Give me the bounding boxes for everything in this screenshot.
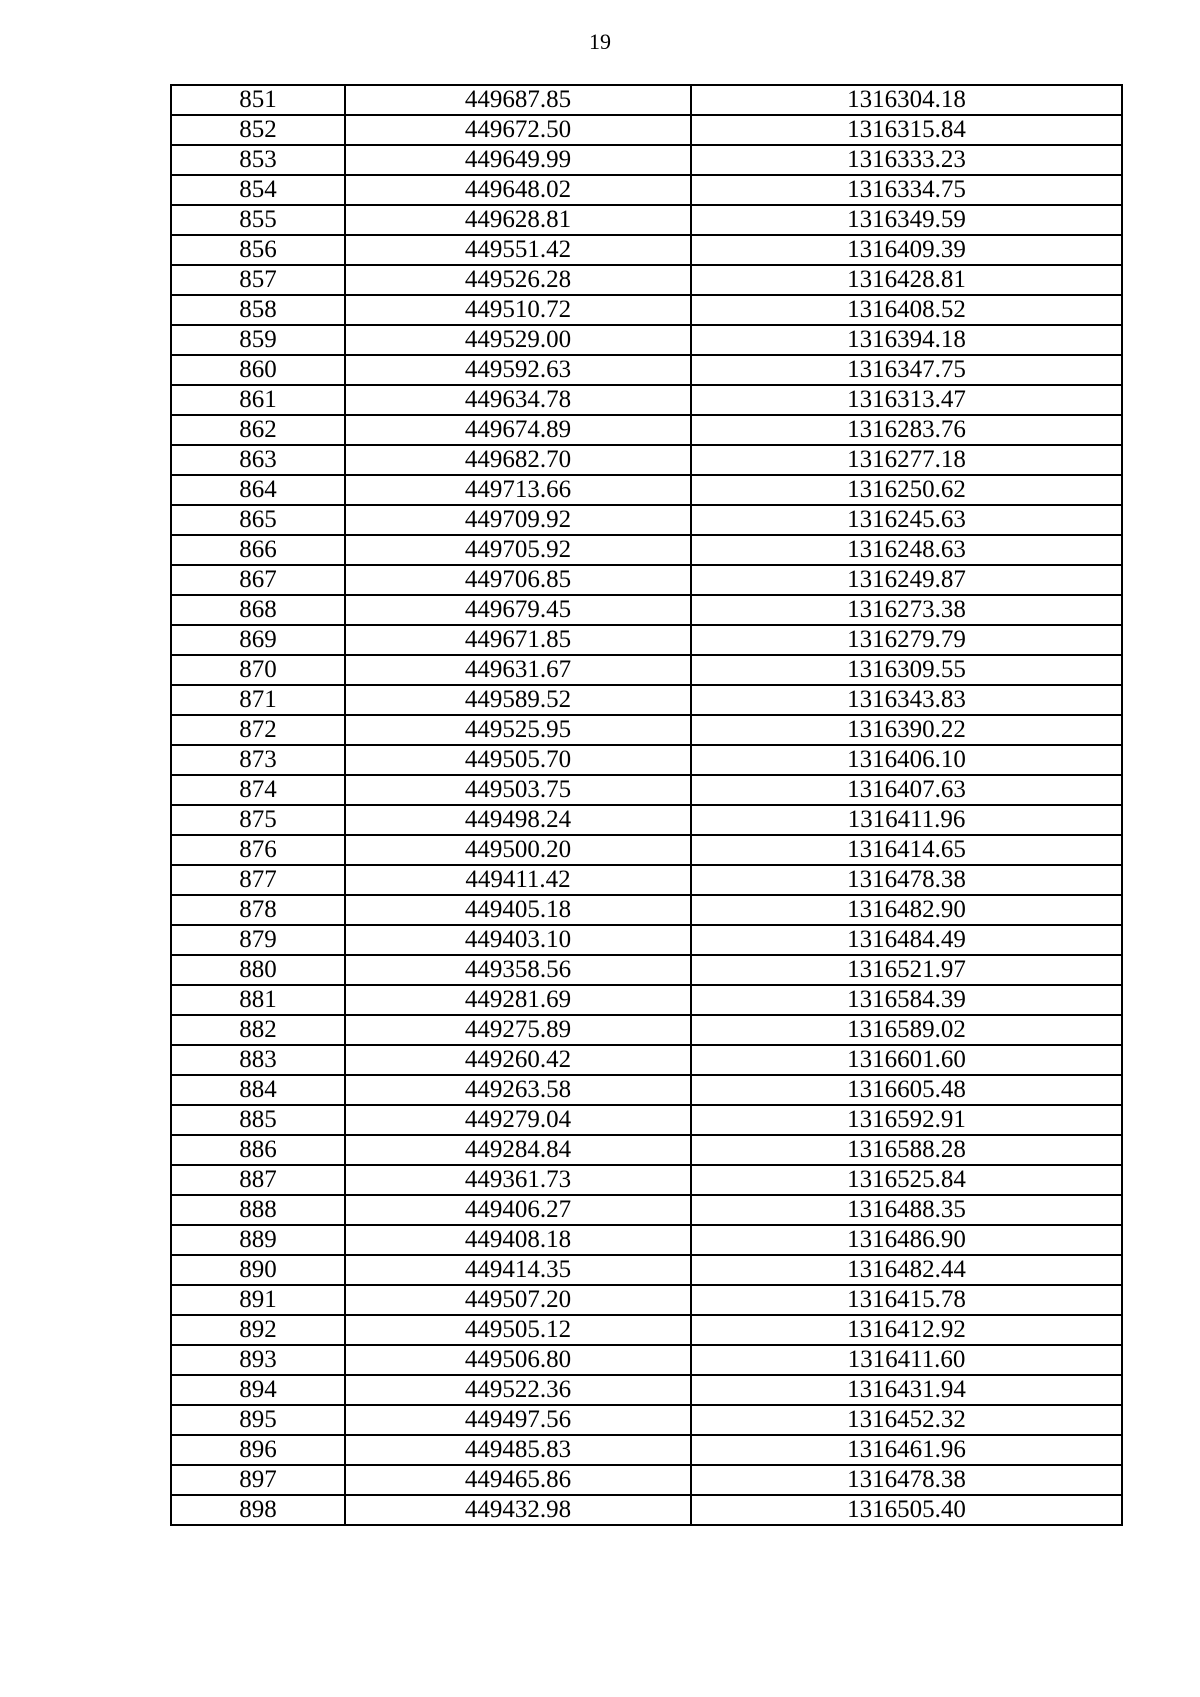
table-row <box>171 535 1122 565</box>
x-coordinate-cell: 449500.20 <box>345 835 691 865</box>
point-number-cell: 895 <box>171 1405 345 1435</box>
x-coordinate-cell: 449284.84 <box>345 1135 691 1165</box>
x-coordinate-cell: 449522.36 <box>345 1375 691 1405</box>
point-number-cell: 878 <box>171 895 345 925</box>
y-coordinate-cell: 1316488.35 <box>691 1195 1122 1225</box>
point-number-cell: 854 <box>171 175 345 205</box>
x-coordinate-cell: 449649.99 <box>345 145 691 175</box>
point-number-cell: 880 <box>171 955 345 985</box>
y-coordinate-cell: 1316415.78 <box>691 1285 1122 1315</box>
table-row <box>171 1045 1122 1075</box>
y-coordinate-cell: 1316250.62 <box>691 475 1122 505</box>
y-coordinate-cell: 1316414.65 <box>691 835 1122 865</box>
x-coordinate-cell: 449705.92 <box>345 535 691 565</box>
y-coordinate-cell: 1316484.49 <box>691 925 1122 955</box>
table-row <box>171 505 1122 535</box>
x-coordinate-cell: 449279.04 <box>345 1105 691 1135</box>
y-coordinate-cell: 1316390.22 <box>691 715 1122 745</box>
x-coordinate-cell: 449671.85 <box>345 625 691 655</box>
point-number-cell: 863 <box>171 445 345 475</box>
x-coordinate-cell: 449260.42 <box>345 1045 691 1075</box>
coordinates-table <box>170 84 1123 1526</box>
table-row <box>171 835 1122 865</box>
table-row <box>171 865 1122 895</box>
table-row <box>171 1225 1122 1255</box>
table-row <box>171 715 1122 745</box>
point-number-cell: 867 <box>171 565 345 595</box>
x-coordinate-cell: 449405.18 <box>345 895 691 925</box>
y-coordinate-cell: 1316407.63 <box>691 775 1122 805</box>
table-row <box>171 235 1122 265</box>
y-coordinate-cell: 1316315.84 <box>691 115 1122 145</box>
point-number-cell: 868 <box>171 595 345 625</box>
point-number-cell: 875 <box>171 805 345 835</box>
point-number-cell: 856 <box>171 235 345 265</box>
x-coordinate-cell: 449498.24 <box>345 805 691 835</box>
table-row <box>171 385 1122 415</box>
table-row <box>171 1435 1122 1465</box>
y-coordinate-cell: 1316343.83 <box>691 685 1122 715</box>
y-coordinate-cell: 1316273.38 <box>691 595 1122 625</box>
point-number-cell: 870 <box>171 655 345 685</box>
y-coordinate-cell: 1316283.76 <box>691 415 1122 445</box>
x-coordinate-cell: 449506.80 <box>345 1345 691 1375</box>
table-row <box>171 1285 1122 1315</box>
x-coordinate-cell: 449281.69 <box>345 985 691 1015</box>
x-coordinate-cell: 449592.63 <box>345 355 691 385</box>
point-number-cell: 896 <box>171 1435 345 1465</box>
x-coordinate-cell: 449465.86 <box>345 1465 691 1495</box>
x-coordinate-cell: 449631.67 <box>345 655 691 685</box>
y-coordinate-cell: 1316333.23 <box>691 145 1122 175</box>
y-coordinate-cell: 1316277.18 <box>691 445 1122 475</box>
table-row <box>171 115 1122 145</box>
y-coordinate-cell: 1316584.39 <box>691 985 1122 1015</box>
x-coordinate-cell: 449634.78 <box>345 385 691 415</box>
y-coordinate-cell: 1316589.02 <box>691 1015 1122 1045</box>
point-number-cell: 864 <box>171 475 345 505</box>
point-number-cell: 882 <box>171 1015 345 1045</box>
y-coordinate-cell: 1316408.52 <box>691 295 1122 325</box>
x-coordinate-cell: 449529.00 <box>345 325 691 355</box>
y-coordinate-cell: 1316605.48 <box>691 1075 1122 1105</box>
table-row <box>171 1405 1122 1435</box>
x-coordinate-cell: 449628.81 <box>345 205 691 235</box>
table-row <box>171 1105 1122 1135</box>
point-number-cell: 871 <box>171 685 345 715</box>
x-coordinate-cell: 449503.75 <box>345 775 691 805</box>
table-row <box>171 145 1122 175</box>
y-coordinate-cell: 1316505.40 <box>691 1495 1122 1525</box>
y-coordinate-cell: 1316601.60 <box>691 1045 1122 1075</box>
y-coordinate-cell: 1316411.96 <box>691 805 1122 835</box>
x-coordinate-cell: 449679.45 <box>345 595 691 625</box>
x-coordinate-cell: 449263.58 <box>345 1075 691 1105</box>
table-row <box>171 1165 1122 1195</box>
point-number-cell: 885 <box>171 1105 345 1135</box>
x-coordinate-cell: 449510.72 <box>345 295 691 325</box>
x-coordinate-cell: 449526.28 <box>345 265 691 295</box>
point-number-cell: 894 <box>171 1375 345 1405</box>
table-row <box>171 445 1122 475</box>
x-coordinate-cell: 449403.10 <box>345 925 691 955</box>
point-number-cell: 851 <box>171 85 345 115</box>
y-coordinate-cell: 1316349.59 <box>691 205 1122 235</box>
y-coordinate-cell: 1316309.55 <box>691 655 1122 685</box>
x-coordinate-cell: 449361.73 <box>345 1165 691 1195</box>
point-number-cell: 857 <box>171 265 345 295</box>
y-coordinate-cell: 1316406.10 <box>691 745 1122 775</box>
y-coordinate-cell: 1316394.18 <box>691 325 1122 355</box>
page-number: 19 <box>589 29 611 54</box>
x-coordinate-cell: 449709.92 <box>345 505 691 535</box>
point-number-cell: 874 <box>171 775 345 805</box>
table-row <box>171 1495 1122 1525</box>
x-coordinate-cell: 449505.70 <box>345 745 691 775</box>
x-coordinate-cell: 449706.85 <box>345 565 691 595</box>
table-row <box>171 475 1122 505</box>
x-coordinate-cell: 449589.52 <box>345 685 691 715</box>
y-coordinate-cell: 1316347.75 <box>691 355 1122 385</box>
point-number-cell: 892 <box>171 1315 345 1345</box>
point-number-cell: 889 <box>171 1225 345 1255</box>
point-number-cell: 865 <box>171 505 345 535</box>
x-coordinate-cell: 449414.35 <box>345 1255 691 1285</box>
x-coordinate-cell: 449497.56 <box>345 1405 691 1435</box>
x-coordinate-cell: 449525.95 <box>345 715 691 745</box>
x-coordinate-cell: 449672.50 <box>345 115 691 145</box>
point-number-cell: 852 <box>171 115 345 145</box>
point-number-cell: 879 <box>171 925 345 955</box>
point-number-cell: 872 <box>171 715 345 745</box>
y-coordinate-cell: 1316482.90 <box>691 895 1122 925</box>
point-number-cell: 887 <box>171 1165 345 1195</box>
table-row <box>171 1195 1122 1225</box>
table-row <box>171 355 1122 385</box>
table-row <box>171 895 1122 925</box>
x-coordinate-cell: 449411.42 <box>345 865 691 895</box>
y-coordinate-cell: 1316313.47 <box>691 385 1122 415</box>
y-coordinate-cell: 1316245.63 <box>691 505 1122 535</box>
y-coordinate-cell: 1316249.87 <box>691 565 1122 595</box>
point-number-cell: 860 <box>171 355 345 385</box>
x-coordinate-cell: 449507.20 <box>345 1285 691 1315</box>
table-row <box>171 1375 1122 1405</box>
y-coordinate-cell: 1316525.84 <box>691 1165 1122 1195</box>
x-coordinate-cell: 449406.27 <box>345 1195 691 1225</box>
point-number-cell: 859 <box>171 325 345 355</box>
point-number-cell: 869 <box>171 625 345 655</box>
table-row <box>171 565 1122 595</box>
point-number-cell: 866 <box>171 535 345 565</box>
point-number-cell: 877 <box>171 865 345 895</box>
x-coordinate-cell: 449551.42 <box>345 235 691 265</box>
point-number-cell: 858 <box>171 295 345 325</box>
y-coordinate-cell: 1316411.60 <box>691 1345 1122 1375</box>
point-number-cell: 861 <box>171 385 345 415</box>
x-coordinate-cell: 449674.89 <box>345 415 691 445</box>
y-coordinate-cell: 1316279.79 <box>691 625 1122 655</box>
point-number-cell: 893 <box>171 1345 345 1375</box>
table-row <box>171 685 1122 715</box>
table-row <box>171 415 1122 445</box>
x-coordinate-cell: 449505.12 <box>345 1315 691 1345</box>
y-coordinate-cell: 1316482.44 <box>691 1255 1122 1285</box>
y-coordinate-cell: 1316592.91 <box>691 1105 1122 1135</box>
table-row <box>171 925 1122 955</box>
y-coordinate-cell: 1316461.96 <box>691 1435 1122 1465</box>
point-number-cell: 886 <box>171 1135 345 1165</box>
table-row <box>171 775 1122 805</box>
table-row <box>171 595 1122 625</box>
point-number-cell: 890 <box>171 1255 345 1285</box>
x-coordinate-cell: 449485.83 <box>345 1435 691 1465</box>
table-row <box>171 1465 1122 1495</box>
y-coordinate-cell: 1316409.39 <box>691 235 1122 265</box>
table-row <box>171 1255 1122 1285</box>
x-coordinate-cell: 449648.02 <box>345 175 691 205</box>
point-number-cell: 853 <box>171 145 345 175</box>
table-row <box>171 325 1122 355</box>
x-coordinate-cell: 449358.56 <box>345 955 691 985</box>
table-row <box>171 1315 1122 1345</box>
point-number-cell: 873 <box>171 745 345 775</box>
y-coordinate-cell: 1316428.81 <box>691 265 1122 295</box>
y-coordinate-cell: 1316412.92 <box>691 1315 1122 1345</box>
y-coordinate-cell: 1316248.63 <box>691 535 1122 565</box>
y-coordinate-cell: 1316452.32 <box>691 1405 1122 1435</box>
table-row <box>171 955 1122 985</box>
y-coordinate-cell: 1316334.75 <box>691 175 1122 205</box>
table-row <box>171 175 1122 205</box>
point-number-cell: 862 <box>171 415 345 445</box>
table-row <box>171 85 1122 115</box>
x-coordinate-cell: 449687.85 <box>345 85 691 115</box>
y-coordinate-cell: 1316304.18 <box>691 85 1122 115</box>
point-number-cell: 898 <box>171 1495 345 1525</box>
y-coordinate-cell: 1316478.38 <box>691 1465 1122 1495</box>
table-row <box>171 1135 1122 1165</box>
point-number-cell: 881 <box>171 985 345 1015</box>
point-number-cell: 855 <box>171 205 345 235</box>
y-coordinate-cell: 1316486.90 <box>691 1225 1122 1255</box>
table-row <box>171 1015 1122 1045</box>
table-row <box>171 295 1122 325</box>
point-number-cell: 897 <box>171 1465 345 1495</box>
y-coordinate-cell: 1316478.38 <box>691 865 1122 895</box>
table-row <box>171 625 1122 655</box>
point-number-cell: 883 <box>171 1045 345 1075</box>
table-row <box>171 1345 1122 1375</box>
table-row <box>171 205 1122 235</box>
x-coordinate-cell: 449682.70 <box>345 445 691 475</box>
x-coordinate-cell: 449713.66 <box>345 475 691 505</box>
x-coordinate-cell: 449408.18 <box>345 1225 691 1255</box>
coordinates-table-body <box>171 85 1122 1525</box>
table-row <box>171 265 1122 295</box>
point-number-cell: 884 <box>171 1075 345 1105</box>
y-coordinate-cell: 1316431.94 <box>691 1375 1122 1405</box>
point-number-cell: 891 <box>171 1285 345 1315</box>
point-number-cell: 888 <box>171 1195 345 1225</box>
x-coordinate-cell: 449432.98 <box>345 1495 691 1525</box>
y-coordinate-cell: 1316521.97 <box>691 955 1122 985</box>
table-row <box>171 1075 1122 1105</box>
point-number-cell: 876 <box>171 835 345 865</box>
table-row <box>171 985 1122 1015</box>
table-row <box>171 805 1122 835</box>
table-row <box>171 745 1122 775</box>
x-coordinate-cell: 449275.89 <box>345 1015 691 1045</box>
table-row <box>171 655 1122 685</box>
y-coordinate-cell: 1316588.28 <box>691 1135 1122 1165</box>
